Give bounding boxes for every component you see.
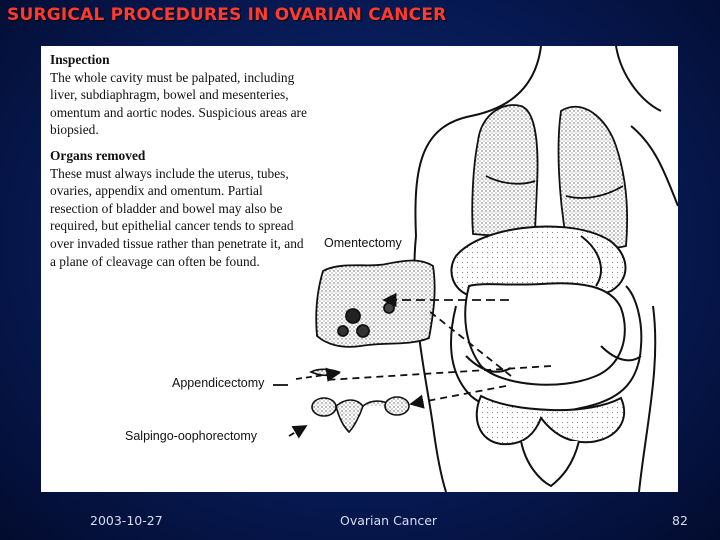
uterus-specimen — [312, 397, 409, 432]
organs-removed-heading: Organs removed — [50, 147, 146, 163]
abdominal-organs — [451, 283, 641, 413]
pelvis — [477, 396, 624, 486]
slide-title: SURGICAL PROCEDURES IN OVARIAN CANCER — [7, 5, 447, 25]
label-salpingo-oophorectomy: Salpingo-oophorectomy — [125, 429, 258, 443]
inspection-heading: Inspection — [50, 52, 110, 67]
label-appendicectomy: Appendicectomy — [172, 376, 265, 390]
footer-page-number: 82 — [672, 513, 688, 528]
organs-removed-text: These must always include the uterus, tubes, ovaries, appendix and omentum. Partial resection of bladder and bowel may also be required, but epithelial cancer tends to spread over invaded tissue rather than penetrate it, and a plane of cleavage can often be found. — [50, 165, 304, 269]
footer-date: 2003-10-27 — [90, 513, 163, 528]
footer-topic: Ovarian Cancer — [340, 513, 438, 528]
appendix-specimen — [311, 369, 339, 375]
inspection-text: The whole cavity must be palpated, including liver, subdiaphragm, bowel and mesenteries, omentum and aortic nodes. Suspicious areas are biopsied. — [50, 69, 307, 138]
figure-text — [50, 51, 312, 278]
anatomy-figure — [41, 46, 678, 492]
label-omentectomy: Omentectomy — [324, 236, 402, 250]
omentum-specimen — [316, 261, 434, 347]
